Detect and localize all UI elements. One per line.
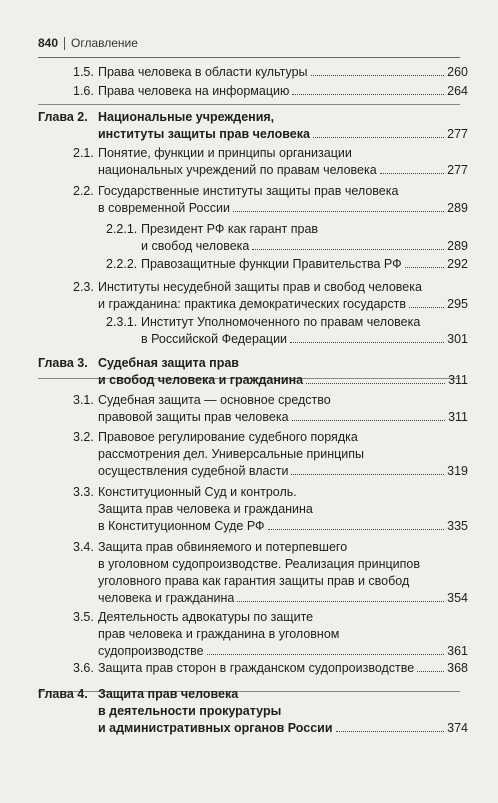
toc-entry[interactable] <box>38 256 468 275</box>
dot-leader <box>313 137 444 138</box>
dot-leader <box>252 249 444 250</box>
toc-entry-number: 2.1. <box>73 146 94 160</box>
toc-entry-title-line: Институт Уполномоченного по правам человека <box>141 315 421 329</box>
toc-entry-title-line: Права человека на информацию <box>98 84 290 98</box>
toc-entry[interactable] <box>38 484 468 537</box>
toc-entry-title-line: в современной России <box>98 201 230 215</box>
toc-page-number: 301 <box>447 332 468 346</box>
toc-page-number: 361 <box>447 644 468 658</box>
toc-entry[interactable] <box>38 279 468 315</box>
toc-entry[interactable] <box>38 183 468 219</box>
toc-entry-number: 3.1. <box>73 393 94 407</box>
dot-leader <box>405 267 445 268</box>
toc-entry-number: 2.2.1. <box>106 222 138 236</box>
toc-entry-number: 3.4. <box>73 540 94 554</box>
dot-leader <box>306 383 445 384</box>
dot-leader <box>233 211 444 212</box>
running-header <box>38 36 460 50</box>
toc-entry-title-line: Защита прав сторон в гражданском судопроизводстве <box>98 661 415 675</box>
toc-entry[interactable] <box>38 64 468 83</box>
toc-entry[interactable] <box>38 221 468 257</box>
toc-entry-title-line: рассмотрения дел. Универсальные принципы <box>98 447 364 461</box>
toc-entry[interactable] <box>38 660 468 679</box>
toc-entry-title-line: Права человека в области культуры <box>98 65 308 79</box>
toc-entry-number: 2.2. <box>73 184 94 198</box>
toc-page-number: 264 <box>447 84 468 98</box>
dot-leader <box>409 307 444 308</box>
toc-entry-number: Глава 4. <box>38 687 88 701</box>
dot-leader <box>417 671 444 672</box>
chapter-divider <box>38 104 460 105</box>
toc-entry-number: 3.5. <box>73 610 94 624</box>
toc-entry-title-line: уголовного права как гарантия защиты прав и свобод <box>98 574 410 588</box>
toc-entry-title-line: в Конституционном Суде РФ <box>98 519 265 533</box>
toc-entry-title-line: в Российской Федерации <box>141 332 288 346</box>
toc-page-number: 311 <box>448 373 468 387</box>
toc-page-number: 319 <box>447 464 468 478</box>
toc-page-number: 295 <box>447 297 468 311</box>
toc-entry-title-line: судопроизводстве <box>98 644 204 658</box>
toc-entry-title-line: осуществления судебной власти <box>98 464 289 478</box>
toc-entry-number: 2.2.2. <box>106 257 138 271</box>
toc-entry-number: 3.2. <box>73 430 94 444</box>
toc-entry[interactable] <box>38 314 468 350</box>
toc-chapter-entry[interactable] <box>38 686 468 739</box>
dot-leader <box>291 474 444 475</box>
toc-entry-title-line: Судебная защита прав <box>98 356 239 370</box>
toc-page-number: 277 <box>447 127 468 141</box>
toc-entry-number: 3.3. <box>73 485 94 499</box>
toc-entry[interactable] <box>38 145 468 181</box>
toc-entry-title-line: Защита прав человека <box>98 687 239 701</box>
toc-entry-title-line: Правовое регулирование судебного порядка <box>98 430 358 444</box>
header-rule <box>38 57 460 58</box>
toc-entry-number: 1.6. <box>73 84 94 98</box>
toc-entry-number: 1.5. <box>73 65 94 79</box>
toc-entry-title-line: в деятельности прокуратуры <box>98 704 282 718</box>
toc-page-number: 354 <box>447 591 468 605</box>
toc-entry-title-line: институты защиты прав человека <box>98 127 310 141</box>
toc-entry-title-line: Президент РФ как гарант прав <box>141 222 319 236</box>
toc-entry-title-line: Правозащитные функции Правительства РФ <box>141 257 402 271</box>
toc-entry-title-line: правовой защиты прав человека <box>98 410 289 424</box>
toc-page-number: 289 <box>447 201 468 215</box>
dot-leader <box>336 731 445 732</box>
toc-entry-title-line: национальных учреждений по правам человека <box>98 163 377 177</box>
toc-entry-title-line: прав человека и гражданина в уголовном <box>98 627 340 641</box>
toc-chapter-entry[interactable] <box>38 355 468 391</box>
toc-page-number: 311 <box>448 410 468 424</box>
toc-page-number: 335 <box>447 519 468 533</box>
dot-leader <box>311 75 445 76</box>
toc-entry[interactable] <box>38 609 468 662</box>
dot-leader <box>237 601 444 602</box>
page-number: 840 <box>38 36 59 50</box>
toc-entry[interactable] <box>38 539 468 609</box>
dot-leader <box>290 342 444 343</box>
dot-leader <box>268 529 445 530</box>
toc-page-number: 277 <box>447 163 468 177</box>
toc-entry-title-line: Понятие, функции и принципы организации <box>98 146 352 160</box>
toc-page-number: 289 <box>447 239 468 253</box>
toc-entry-title-line: Деятельность адвокатуры по защите <box>98 610 314 624</box>
toc-entry-title-line: Конституционный Суд и контроль. <box>98 485 297 499</box>
toc-entry[interactable] <box>38 429 468 482</box>
toc-entry-title-line: Национальные учреждения, <box>98 110 275 124</box>
toc-entry-title-line: Государственные институты защиты прав человека <box>98 184 399 198</box>
toc-entry-title-line: Защита прав человека и гражданина <box>98 502 313 516</box>
toc-entry-title-line: человека и гражданина <box>98 591 235 605</box>
toc-entry-title-line: и административных органов России <box>98 721 333 735</box>
toc-entry-number: 3.6. <box>73 661 94 675</box>
dot-leader <box>207 654 445 655</box>
dot-leader <box>292 420 446 421</box>
header-separator <box>64 37 65 50</box>
toc-page-number: 292 <box>447 257 468 271</box>
dot-leader <box>292 94 444 95</box>
toc-page-number: 368 <box>447 661 468 675</box>
toc-entry[interactable] <box>38 83 468 102</box>
toc-page-number: 260 <box>447 65 468 79</box>
toc-entry-title-line: Институты несудебной защиты прав и свобод человека <box>98 280 422 294</box>
toc-entry-title-line: и гражданина: практика демократических государств <box>98 297 406 311</box>
dot-leader <box>380 173 444 174</box>
toc-entry-title-line: Судебная защита — основное средство <box>98 393 331 407</box>
toc-entry-number: 2.3.1. <box>106 315 138 329</box>
toc-entry-title-line: и свобод человека <box>141 239 250 253</box>
toc-chapter-entry[interactable] <box>38 109 468 145</box>
toc-entry-title-line: и свобод человека и гражданина <box>98 373 304 387</box>
toc-entry-number: Глава 3. <box>38 356 88 370</box>
toc-entry-title-line: в уголовном судопроизводстве. Реализация принципов <box>98 557 420 571</box>
toc-entry-title-line: Защита прав обвиняемого и потерпевшего <box>98 540 348 554</box>
toc-entry[interactable] <box>38 392 468 428</box>
toc-entry-number: 2.3. <box>73 280 94 294</box>
toc-page-number: 374 <box>447 721 468 735</box>
header-title: Оглавление <box>71 36 138 50</box>
toc-entry-number: Глава 2. <box>38 110 88 124</box>
